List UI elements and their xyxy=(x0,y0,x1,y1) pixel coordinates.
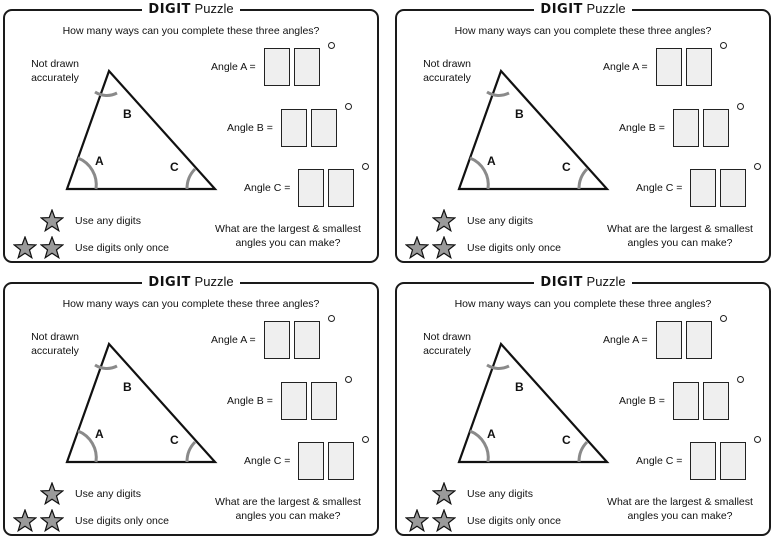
title-bold: DIGIT xyxy=(540,275,583,290)
angle-a-arc xyxy=(470,158,488,189)
challenge-text xyxy=(195,495,381,523)
vertex-b-label: B xyxy=(123,107,132,121)
star-two-text: Use digits only once xyxy=(75,515,169,527)
angle-b-digit-2[interactable] xyxy=(703,109,729,147)
challenge-line-2: angles you can make? xyxy=(235,237,341,249)
angle-c-row xyxy=(244,169,369,207)
challenge-text xyxy=(195,222,381,250)
vertex-a-label: A xyxy=(487,427,496,441)
note-line-2: accurately xyxy=(423,72,471,84)
star-icon xyxy=(432,236,456,260)
angle-c-row xyxy=(636,169,761,207)
card-title xyxy=(5,273,377,291)
angle-b-digit-2[interactable] xyxy=(311,382,337,420)
challenge-line-1: What are the largest & smallest xyxy=(215,223,361,235)
angle-c-arc xyxy=(579,169,587,189)
angle-c-digit-2[interactable] xyxy=(720,442,746,480)
star-two-text: Use digits only once xyxy=(467,515,561,527)
star-icon xyxy=(432,209,456,233)
challenge-line-2: angles you can make? xyxy=(627,510,733,522)
angle-c-row xyxy=(244,442,369,480)
angle-a-digit-1[interactable] xyxy=(656,321,682,359)
challenge-line-1: What are the largest & smallest xyxy=(607,496,753,508)
vertex-b-label: B xyxy=(123,380,132,394)
angle-c-label: Angle C = xyxy=(244,455,291,467)
question-text: How many ways can you complete these three angles? xyxy=(454,298,712,310)
degree-circle-icon xyxy=(737,376,744,383)
challenge-line-2: angles you can make? xyxy=(627,237,733,249)
star-two-text: Use digits only once xyxy=(75,242,169,254)
triangle-diagram xyxy=(61,334,221,466)
angle-b-digit-2[interactable] xyxy=(311,109,337,147)
angle-b-row xyxy=(619,382,744,420)
angle-c-arc xyxy=(187,169,195,189)
star-icon xyxy=(405,236,429,260)
triangle-diagram xyxy=(61,61,221,193)
angle-a-digit-2[interactable] xyxy=(686,48,712,86)
title-rest: Puzzle xyxy=(190,274,234,289)
angle-b-digit-1[interactable] xyxy=(673,109,699,147)
angle-a-digit-2[interactable] xyxy=(294,321,320,359)
star-icon xyxy=(405,509,429,533)
angle-c-digit-1[interactable] xyxy=(298,169,324,207)
triangle-diagram xyxy=(453,334,613,466)
vertex-a-label: A xyxy=(95,154,104,168)
degree-circle-icon xyxy=(328,315,335,322)
challenge-line-1: What are the largest & smallest xyxy=(215,496,361,508)
angle-c-arc xyxy=(579,442,587,462)
digit-puzzle-card xyxy=(395,1,771,263)
star-icon xyxy=(13,236,37,260)
question-text: How many ways can you complete these three angles? xyxy=(62,25,320,37)
angle-a-row xyxy=(211,321,335,359)
star-two-text: Use digits only once xyxy=(467,242,561,254)
challenge-text xyxy=(587,495,773,523)
angle-c-digit-1[interactable] xyxy=(298,442,324,480)
star-icon xyxy=(40,209,64,233)
star-one-text: Use any digits xyxy=(467,215,533,227)
star-icon xyxy=(432,482,456,506)
angle-b-arc xyxy=(95,365,117,368)
star-icon xyxy=(40,509,64,533)
digit-puzzle-card xyxy=(3,274,379,536)
degree-circle-icon xyxy=(345,376,352,383)
angle-b-digit-1[interactable] xyxy=(281,109,307,147)
vertex-c-label: C xyxy=(562,160,571,174)
angle-b-label: Angle B = xyxy=(227,395,273,407)
vertex-a-label: A xyxy=(95,427,104,441)
angle-b-arc xyxy=(95,92,117,95)
card-title xyxy=(397,273,769,291)
angle-a-label: Angle A = xyxy=(603,334,648,346)
angle-a-label: Angle A = xyxy=(211,61,256,73)
degree-circle-icon xyxy=(720,42,727,49)
angle-c-digit-1[interactable] xyxy=(690,169,716,207)
angle-a-label: Angle A = xyxy=(603,61,648,73)
challenge-line-2: angles you can make? xyxy=(235,510,341,522)
question-text: How many ways can you complete these three angles? xyxy=(454,25,712,37)
title-bold: DIGIT xyxy=(148,2,191,17)
star-one-text: Use any digits xyxy=(75,488,141,500)
note-line-1: Not drawn xyxy=(423,331,471,343)
vertex-a-label: A xyxy=(487,154,496,168)
note-line-2: accurately xyxy=(31,345,79,357)
angle-b-digit-1[interactable] xyxy=(673,382,699,420)
triangle-diagram xyxy=(453,61,613,193)
angle-a-label: Angle A = xyxy=(211,334,256,346)
angle-a-arc xyxy=(470,431,488,462)
card-title xyxy=(5,0,377,18)
angle-a-digit-2[interactable] xyxy=(686,321,712,359)
degree-circle-icon xyxy=(720,315,727,322)
angle-b-digit-2[interactable] xyxy=(703,382,729,420)
star-icon xyxy=(13,509,37,533)
angle-c-digit-2[interactable] xyxy=(328,442,354,480)
angle-b-arc xyxy=(487,365,509,368)
star-icon xyxy=(432,509,456,533)
angle-a-row xyxy=(603,48,727,86)
title-bold: DIGIT xyxy=(148,275,191,290)
angle-a-row xyxy=(603,321,727,359)
angle-b-row xyxy=(227,109,352,147)
note-line-2: accurately xyxy=(31,72,79,84)
angle-c-digit-2[interactable] xyxy=(720,169,746,207)
angle-a-digit-2[interactable] xyxy=(294,48,320,86)
star-one-text: Use any digits xyxy=(75,215,141,227)
vertex-c-label: C xyxy=(170,433,179,447)
degree-circle-icon xyxy=(328,42,335,49)
star-icon xyxy=(40,482,64,506)
angle-b-label: Angle B = xyxy=(619,395,665,407)
challenge-text xyxy=(587,222,773,250)
angle-a-digit-1[interactable] xyxy=(264,48,290,86)
degree-circle-icon xyxy=(345,103,352,110)
digit-puzzle-card xyxy=(395,274,771,536)
angle-a-digit-1[interactable] xyxy=(264,321,290,359)
note-line-1: Not drawn xyxy=(423,58,471,70)
angle-c-arc xyxy=(187,442,195,462)
vertex-c-label: C xyxy=(170,160,179,174)
note-line-1: Not drawn xyxy=(31,331,79,343)
angle-c-row xyxy=(636,442,761,480)
note-line-1: Not drawn xyxy=(31,58,79,70)
note-line-2: accurately xyxy=(423,345,471,357)
star-one-text: Use any digits xyxy=(467,488,533,500)
angle-b-label: Angle B = xyxy=(227,122,273,134)
angle-b-label: Angle B = xyxy=(619,122,665,134)
angle-a-digit-1[interactable] xyxy=(656,48,682,86)
title-bold: DIGIT xyxy=(540,2,583,17)
angle-b-row xyxy=(227,382,352,420)
angle-c-label: Angle C = xyxy=(636,455,683,467)
angle-c-label: Angle C = xyxy=(244,182,291,194)
degree-circle-icon xyxy=(754,163,761,170)
question-text: How many ways can you complete these three angles? xyxy=(62,298,320,310)
angle-c-digit-2[interactable] xyxy=(328,169,354,207)
degree-circle-icon xyxy=(362,163,369,170)
angle-a-arc xyxy=(78,158,96,189)
degree-circle-icon xyxy=(737,103,744,110)
degree-circle-icon xyxy=(362,436,369,443)
digit-puzzle-card xyxy=(3,1,379,263)
card-title xyxy=(397,0,769,18)
angle-c-label: Angle C = xyxy=(636,182,683,194)
title-rest: Puzzle xyxy=(582,1,626,16)
angle-b-digit-1[interactable] xyxy=(281,382,307,420)
vertex-b-label: B xyxy=(515,380,524,394)
title-rest: Puzzle xyxy=(582,274,626,289)
vertex-b-label: B xyxy=(515,107,524,121)
angle-a-arc xyxy=(78,431,96,462)
angle-a-row xyxy=(211,48,335,86)
angle-b-row xyxy=(619,109,744,147)
title-rest: Puzzle xyxy=(190,1,234,16)
angle-c-digit-1[interactable] xyxy=(690,442,716,480)
challenge-line-1: What are the largest & smallest xyxy=(607,223,753,235)
star-icon xyxy=(40,236,64,260)
degree-circle-icon xyxy=(754,436,761,443)
angle-b-arc xyxy=(487,92,509,95)
vertex-c-label: C xyxy=(562,433,571,447)
